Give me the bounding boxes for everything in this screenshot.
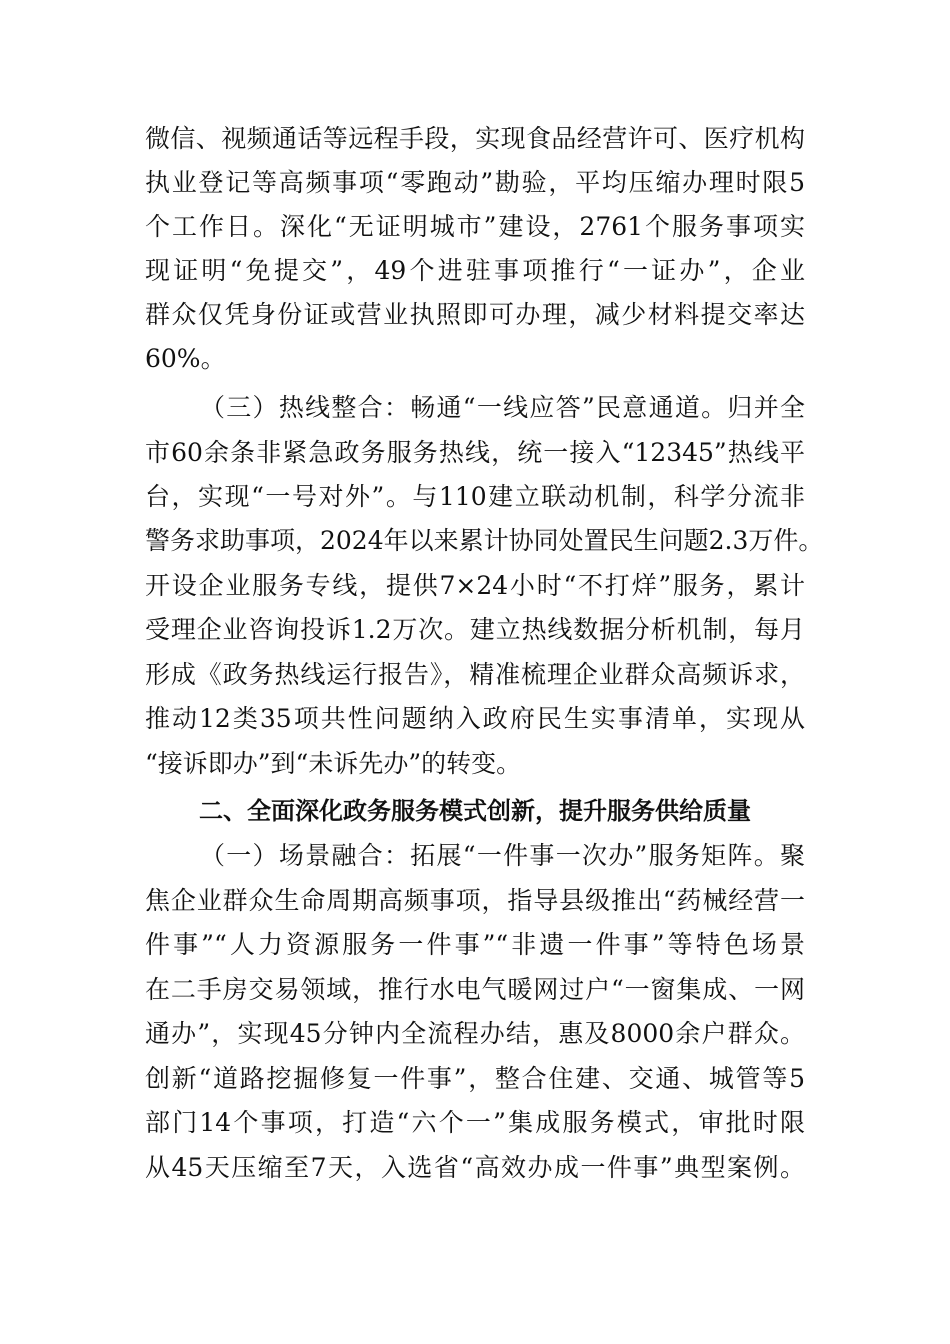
paragraph-line: （一）场景融合：拓展“一件事一次办”服务矩阵。聚 bbox=[200, 841, 805, 870]
paragraph-line: 微信、视频通话等远程手段，实现食品经营许可、医疗机构 bbox=[145, 124, 805, 153]
paragraph-line: 市60余条非紧急政务服务热线，统一接入“12345”热线平 bbox=[145, 438, 805, 467]
paragraph-line: 通办”，实现45分钟内全流程办结，惠及8000余户群众。 bbox=[145, 1019, 805, 1048]
paragraph-line: 个工作日。深化“无证明城市”建设，2761个服务事项实 bbox=[145, 212, 805, 241]
paragraph-line: 受理企业咨询投诉1.2万次。建立热线数据分析机制，每月 bbox=[145, 615, 805, 644]
paragraph-line: 从45天压缩至7天，入选省“高效办成一件事”典型案例。 bbox=[145, 1153, 805, 1182]
paragraph-line: 创新“道路挖掘修复一件事”，整合住建、交通、城管等5 bbox=[145, 1064, 805, 1093]
paragraph-line: 60%。 bbox=[145, 344, 226, 373]
paragraph-line: 群众仅凭身份证或营业执照即可办理，减少材料提交率达 bbox=[145, 300, 805, 329]
paragraph-line: 焦企业群众生命周期高频事项，指导县级推出“药械经营一 bbox=[145, 886, 805, 915]
paragraph-line: 开设企业服务专线，提供7×24小时“不打烊”服务，累计 bbox=[145, 571, 805, 600]
paragraph-line: 件事”“人力资源服务一件事”“非遗一件事”等特色场景 bbox=[145, 930, 805, 959]
paragraph-line: 形成《政务热线运行报告》，精准梳理企业群众高频诉求， bbox=[145, 660, 805, 689]
paragraph-line: 台，实现“一号对外”。与110建立联动机制，科学分流非 bbox=[145, 482, 805, 511]
paragraph-line: 警务求助事项，2024年以来累计协同处置民生问题2.3万件。 bbox=[145, 526, 824, 555]
paragraph-line: 现证明“免提交”，49个进驻事项推行“一证办”，企业 bbox=[145, 256, 805, 285]
paragraph-line: （三）热线整合：畅通“一线应答”民意通道。归并全 bbox=[200, 393, 805, 422]
paragraph-line: 执业登记等高频事项“零跑动”勘验，平均压缩办理时限5 bbox=[145, 168, 805, 197]
section-heading: 二、全面深化政务服务模式创新，提升服务供给质量 bbox=[199, 797, 751, 825]
paragraph-line: 推动12类35项共性问题纳入政府民生实事清单，实现从 bbox=[145, 704, 805, 733]
paragraph-line: “接诉即办”到“未诉先办”的转变。 bbox=[145, 749, 522, 778]
paragraph-line: 在二手房交易领域，推行水电气暖网过户“一窗集成、一网 bbox=[145, 975, 805, 1004]
paragraph-line: 部门14个事项，打造“六个一”集成服务模式，审批时限 bbox=[145, 1108, 805, 1137]
